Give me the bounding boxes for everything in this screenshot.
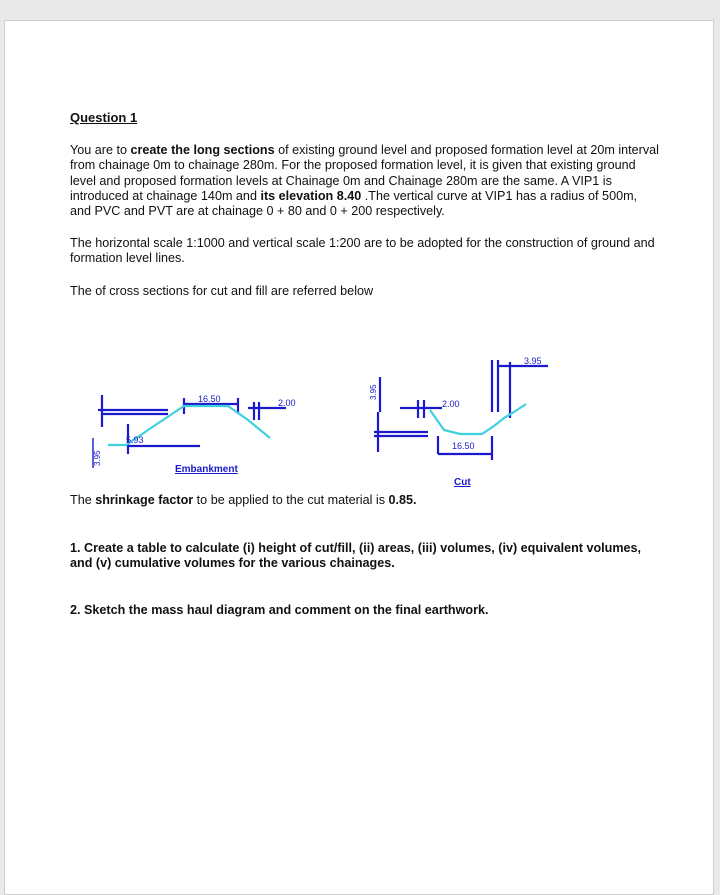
paragraph-scale: The horizontal scale 1:1000 and vertical scale 1:200 are to be adopted for the construction of ground and formation level lines. xyxy=(70,236,655,266)
question-title: Question 1 xyxy=(70,110,138,125)
cut-dim-base: 16.50 xyxy=(452,441,475,451)
embankment-dim-height: 3.95 xyxy=(93,450,102,466)
embankment-label: Embankment xyxy=(175,464,238,475)
paragraph-cross-sections: The of cross sections for cut and fill are referred below xyxy=(70,283,374,298)
cut-diagram xyxy=(364,352,564,492)
embankment-diagram xyxy=(88,380,308,480)
task-2: 2. Sketch the mass haul diagram and comment on the final earthwork. xyxy=(70,603,489,617)
cut-dim-top: 3.95 xyxy=(524,356,542,366)
cut-dim-height: 3.95 xyxy=(369,384,378,400)
embankment-dim-base: 5.93 xyxy=(126,435,144,445)
paragraph-intro: You are to create the long sections of existing ground level and proposed formation level at 20m interval from chainage 0m to chainage 280m. For the proposed formation level, it is given that existing ground level and proposed formation levels at Chainage 0m and Chainage 280m are the same. A VIP1 is introduced at chainage 140m and its elevation 8.40 .The vertical curve at VIP1 has a radius of 500m, and PVC and PVT are at chainage 0 + 80 and 0 + 200 respectively. xyxy=(70,143,659,219)
embankment-dim-top: 16.50 xyxy=(198,394,221,404)
shrinkage-statement: The shrinkage factor to be applied to the cut material is 0.85. xyxy=(70,493,417,507)
task-1: 1. Create a table to calculate (i) height of cut/fill, (ii) areas, (iii) volumes, (iv) equivalent volumes, and (v) cumulative volumes for the various chainages. xyxy=(70,541,642,571)
embankment-dim-side: 2.00 xyxy=(278,398,296,408)
question-body xyxy=(70,110,660,299)
cut-label: Cut xyxy=(454,477,471,488)
cut-dim-side: 2.00 xyxy=(442,399,460,409)
